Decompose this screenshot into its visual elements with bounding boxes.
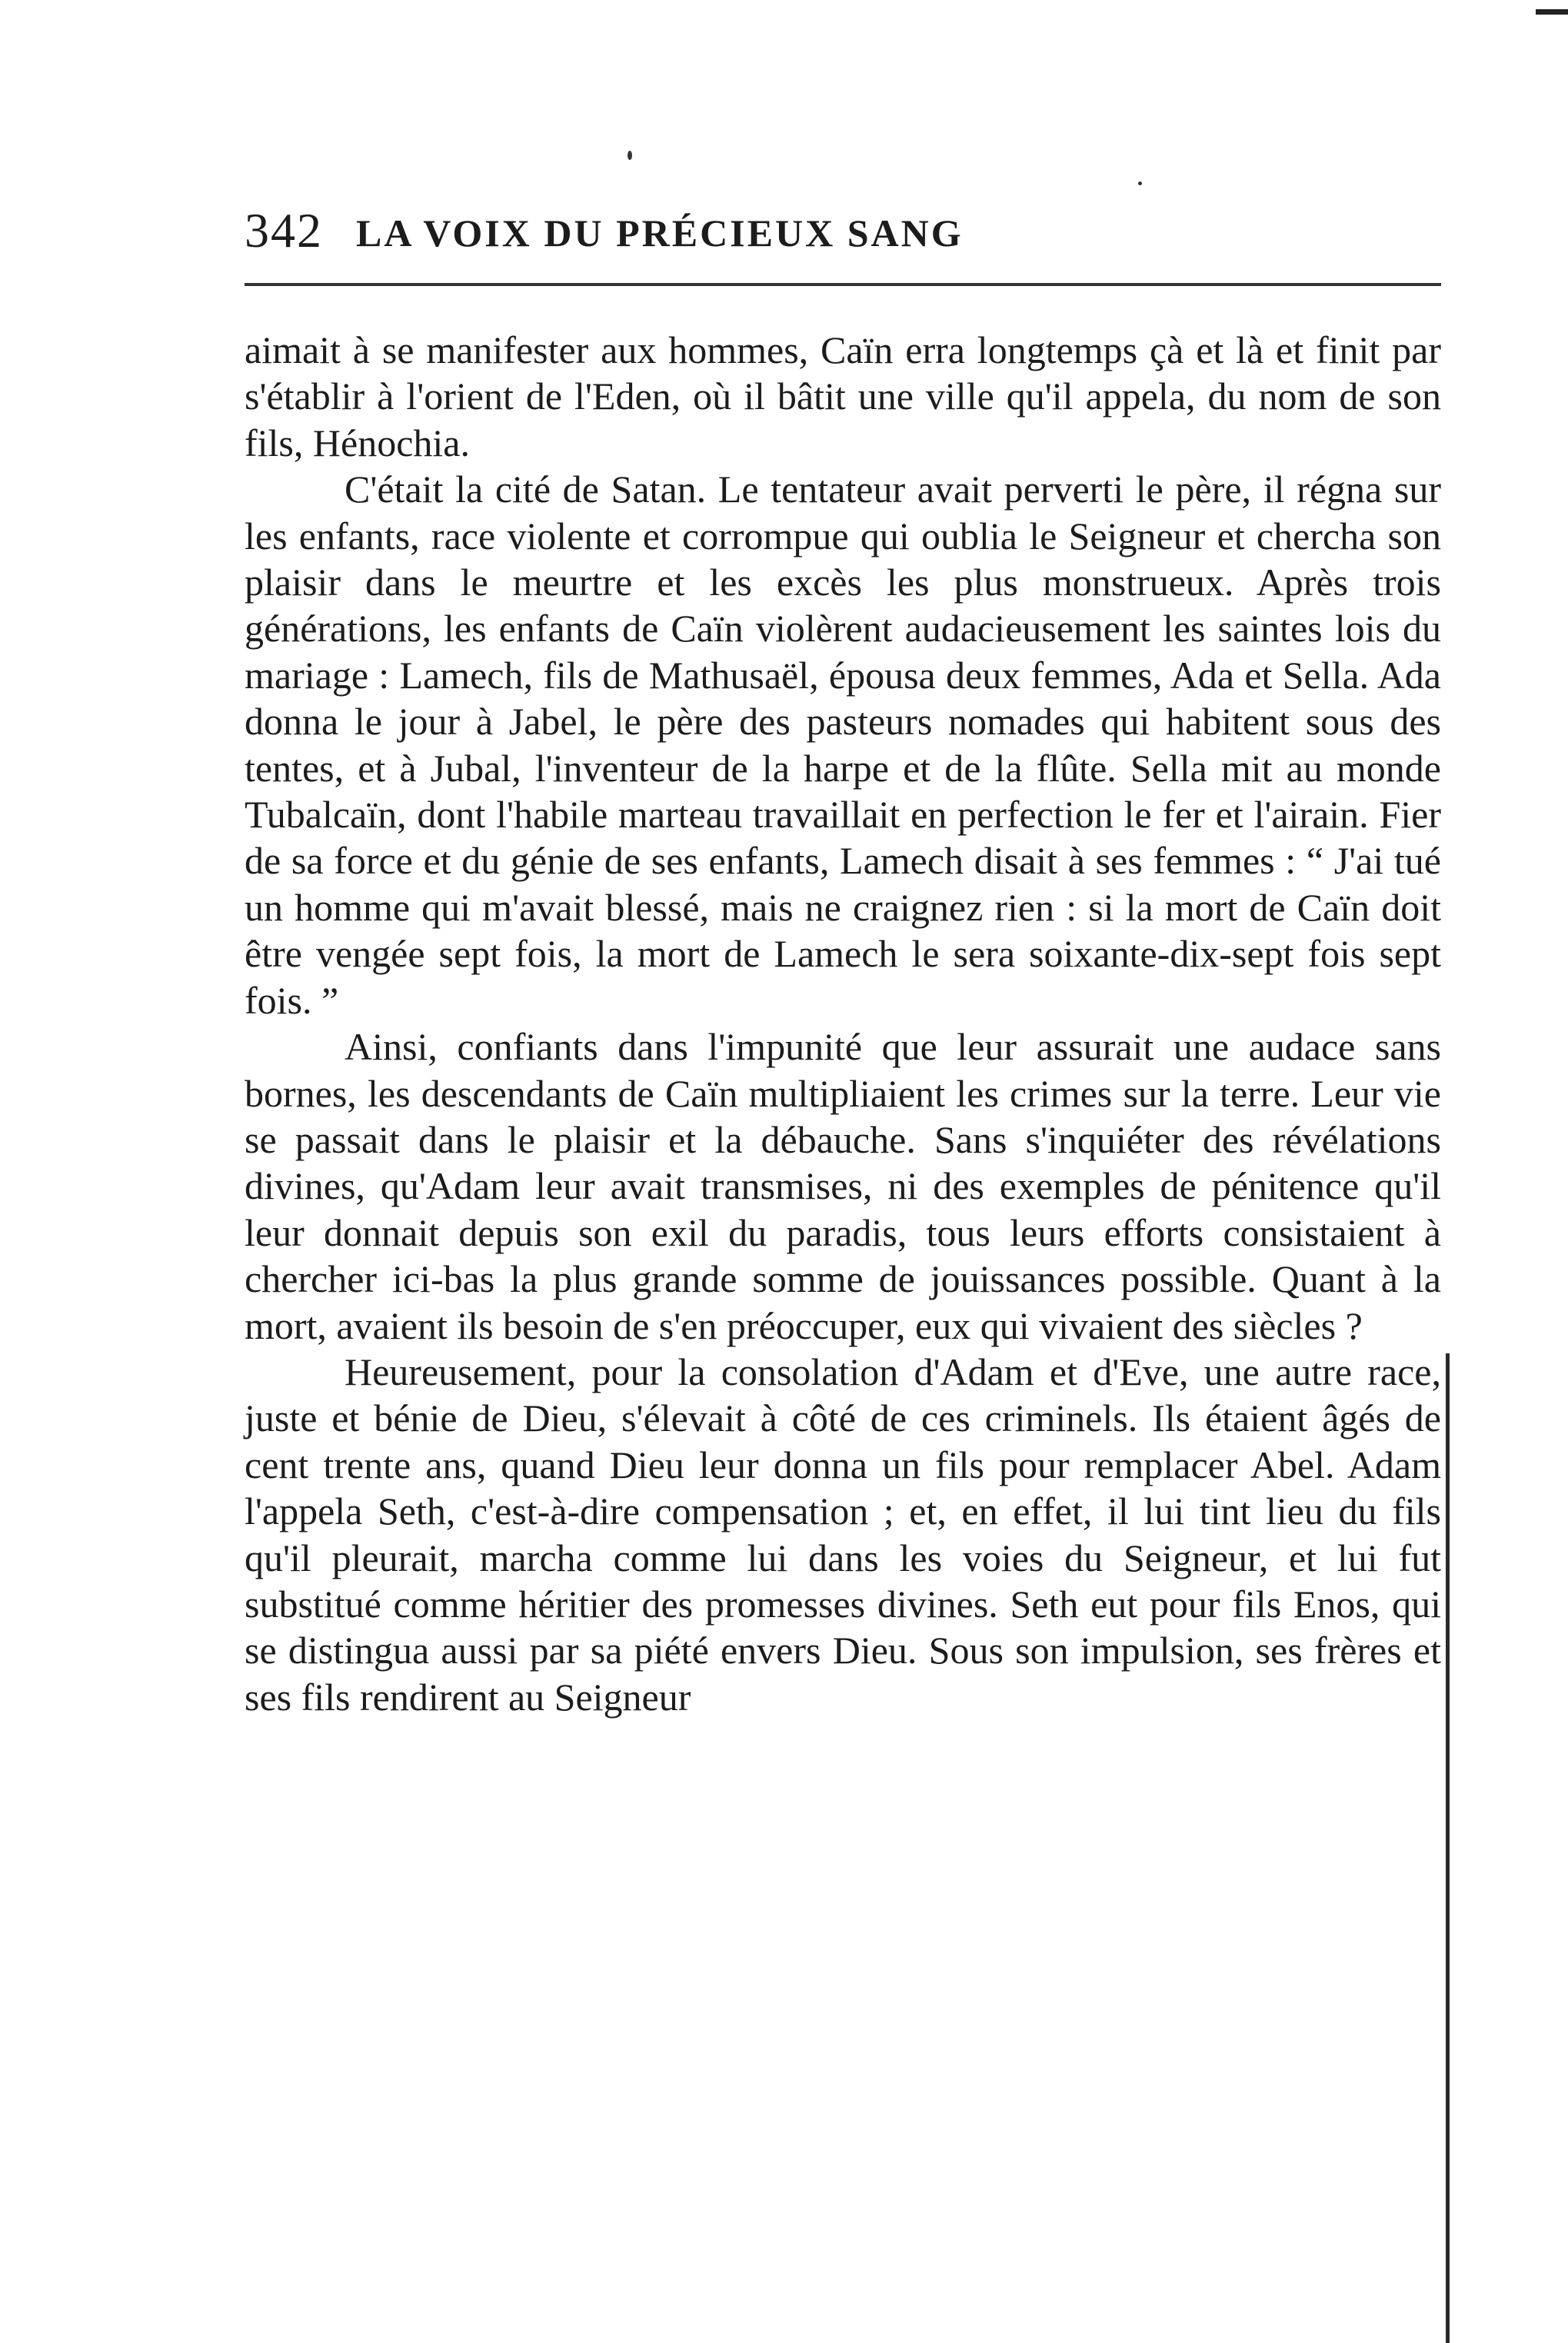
paragraph: Heureusement, pour la consolation d'Adam et d'Eve, une autre race, juste et bénie de Dieu, s'élevait à côté de ces criminels. Ils étaient âgés de cent trente ans, quand Dieu leur donna un fils pour remplacer Abel. Adam l'appela Seth, c'est-à-dire compensation ; et, en effet, il lui tint lieu du fils qu'il pleurait, marcha comme lui dans les voies du Seigneur, et lui fut substitué comme héritier des promesses divines. Seth eut pour fils Enos, qui se distingua aussi par sa piété envers Dieu. Sous son impulsion, ses frères et ses fils rendirent au Seigneur xyxy=(245,1350,1441,1719)
text-body xyxy=(245,327,1441,1720)
paragraph: Ainsi, confiants dans l'impunité que leur assurait une audace sans bornes, les descendants de Caïn multipliaient les crimes sur la terre. Leur vie se passait dans le plaisir et la débauche. Sans s'inquiéter des révélations divines, qu'Adam leur avait transmises, ni des exemples de pénitence qu'il leur donnait depuis son exil du paradis, tous leurs efforts consistaient à chercher ici-bas la plus grande somme de jouissances possible. Quant à la mort, avaient ils besoin de s'en préoccuper, eux qui vivaient des siècles ? xyxy=(245,1025,1441,1347)
ink-speck xyxy=(628,151,632,160)
page-header xyxy=(245,196,1441,265)
scan-edge-mark xyxy=(1536,9,1568,15)
ink-speck xyxy=(1138,181,1142,185)
paragraph: C'était la cité de Satan. Le tentateur avait perverti le père, il régna sur les enfants, race violente et corrompue qui oublia le Seigneur et chercha son plaisir dans le meurtre et les excès les plus monstrueux. Après trois générations, les enfants de Caïn violèrent audacieusement les saintes lois du mariage : Lamech, fils de Mathusaël, épousa deux femmes, Ada et Sella. Ada donna le jour à Jabel, le père des pasteurs nomades qui habitent sous des tentes, et à Jubal, l'inventeur de la harpe et de la flûte. Sella mit au monde Tubalcaïn, dont l'habile marteau travaillait en perfection le fer et l'airain. Fier de sa force et du génie de ses enfants, Lamech disait à ses femmes : “ J'ai tué un homme qui m'avait blessé, mais ne craignez rien : si la mort de Caïn doit être vengée sept fois, la mort de Lamech le sera soixante-dix-sept fois sept fois. ” xyxy=(245,468,1441,1022)
paragraph: aimait à se manifester aux hommes, Caïn erra longtemps çà et là et finit par s'établir à l'orient de l'Eden, où il bâtit une ville qu'il appela, du nom de son fils, Hénochia. xyxy=(245,328,1441,464)
page-number: 342 xyxy=(245,203,323,258)
header-rule xyxy=(245,283,1441,286)
binding-edge-line xyxy=(1446,1353,1450,2343)
running-title: LA VOIX DU PRÉCIEUX SANG xyxy=(356,211,964,255)
